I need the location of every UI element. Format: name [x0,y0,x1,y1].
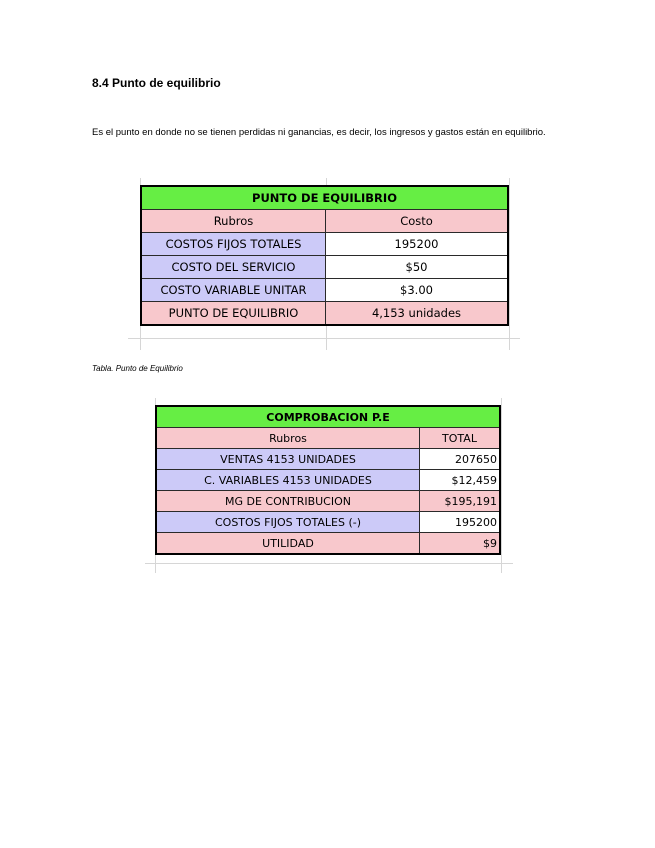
row-label: MG DE CONTRIBUCION [156,491,420,512]
row-label: UTILIDAD [156,533,420,555]
row-label: COSTO VARIABLE UNITAR [141,279,326,302]
verification-table [155,405,501,555]
row-value: 195200 [420,512,501,533]
verification-title: COMPROBACION P.E [156,406,500,428]
row-value: $9 [420,533,501,555]
row-label: COSTOS FIJOS TOTALES [141,233,326,256]
row-label: COSTOS FIJOS TOTALES (-) [156,512,420,533]
row-value: $195,191 [420,491,501,512]
header-rubros: Rubros [156,428,420,449]
break-even-title: PUNTO DE EQUILIBRIO [141,186,508,210]
header-costo: Costo [326,210,509,233]
row-label: C. VARIABLES 4153 UNIDADES [156,470,420,491]
row-value: 195200 [326,233,509,256]
row-value: 4,153 unidades [326,302,509,326]
row-value: $12,459 [420,470,501,491]
section-heading: 8.4 Punto de equilibrio [92,76,221,90]
section-paragraph: Es el punto en donde no se tienen perdidas ni ganancias, es decir, los ingresos y gastos están en equilibrio. [92,127,546,138]
row-label: VENTAS 4153 UNIDADES [156,449,420,470]
header-rubros: Rubros [141,210,326,233]
header-total: TOTAL [420,428,501,449]
row-label: PUNTO DE EQUILIBRIO [141,302,326,326]
row-value: 207650 [420,449,501,470]
table-caption: Tabla. Punto de Equilibrio [92,364,183,373]
row-value: $50 [326,256,509,279]
break-even-table [140,185,509,326]
row-value: $3.00 [326,279,509,302]
row-label: COSTO DEL SERVICIO [141,256,326,279]
